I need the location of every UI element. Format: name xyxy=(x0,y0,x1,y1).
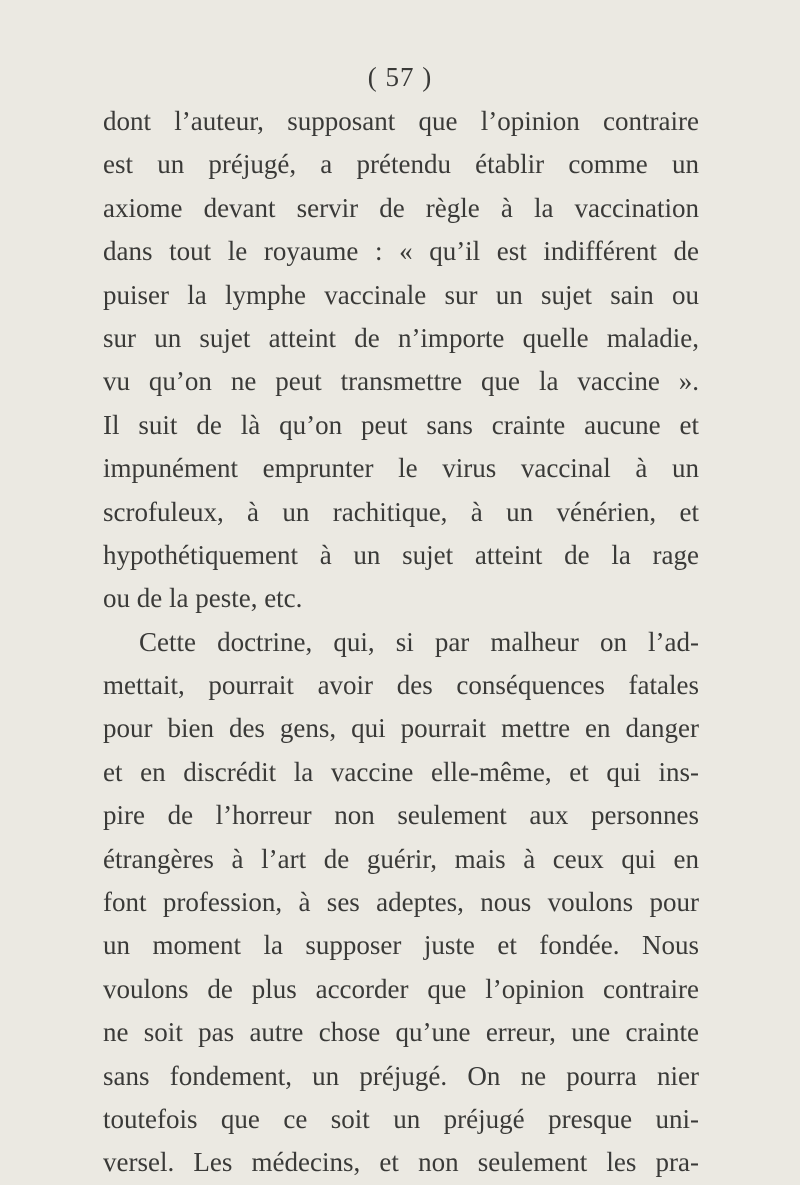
text-line: voulons de plus accorder que l’opinion contraire xyxy=(103,973,699,1004)
text-line: dans tout le royaume : « qu’il est indifférent de xyxy=(103,236,699,267)
text-line: un moment la supposer juste et fondée. Nous xyxy=(103,930,699,961)
text-line: pire de l’horreur non seulement aux personnes xyxy=(103,800,699,831)
text-line: versel. Les médecins, et non seulement les pra- xyxy=(103,1147,699,1178)
text-line: sur un sujet atteint de n’importe quelle maladie, xyxy=(103,322,699,353)
text-line: ou de la peste, etc. xyxy=(103,583,303,614)
text-line: hypothétiquement à un sujet atteint de la rage xyxy=(103,539,699,570)
text-line: sans fondement, un préjugé. On ne pourra nier xyxy=(103,1060,699,1091)
text-line: est un préjugé, a prétendu établir comme un xyxy=(103,149,699,180)
text-line: puiser la lymphe vaccinale sur un sujet sain ou xyxy=(103,279,699,310)
page-number: ( 57 ) xyxy=(367,62,433,92)
text-line: mettait, pourrait avoir des conséquences fatales xyxy=(103,670,699,701)
text-line: toutefois que ce soit un préjugé presque uni- xyxy=(103,1103,699,1134)
text-line: vu qu’on ne peut transmettre que la vaccine ». xyxy=(103,366,699,397)
text-line: ne soit pas autre chose qu’une erreur, une crainte xyxy=(103,1017,699,1048)
body-text xyxy=(103,100,699,1185)
text-line: font profession, à ses adeptes, nous voulons pour xyxy=(103,887,699,918)
text-line: scrofuleux, à un rachitique, à un vénérien, et xyxy=(103,496,699,527)
text-line: pour bien des gens, qui pourrait mettre en danger xyxy=(103,713,699,744)
text-line: axiome devant servir de règle à la vaccination xyxy=(103,192,699,223)
text-line: dont l’auteur, supposant que l’opinion contraire xyxy=(103,106,699,136)
text-line: Il suit de là qu’on peut sans crainte aucune et xyxy=(103,409,699,440)
text-line: Cette doctrine, qui, si par malheur on l’ad- xyxy=(139,626,699,657)
text-line: et en discrédit la vaccine elle-même, et qui ins- xyxy=(103,756,699,787)
text-line: étrangères à l’art de guérir, mais à ceux qui en xyxy=(103,843,699,874)
text-line: impunément emprunter le virus vaccinal à un xyxy=(103,453,699,484)
